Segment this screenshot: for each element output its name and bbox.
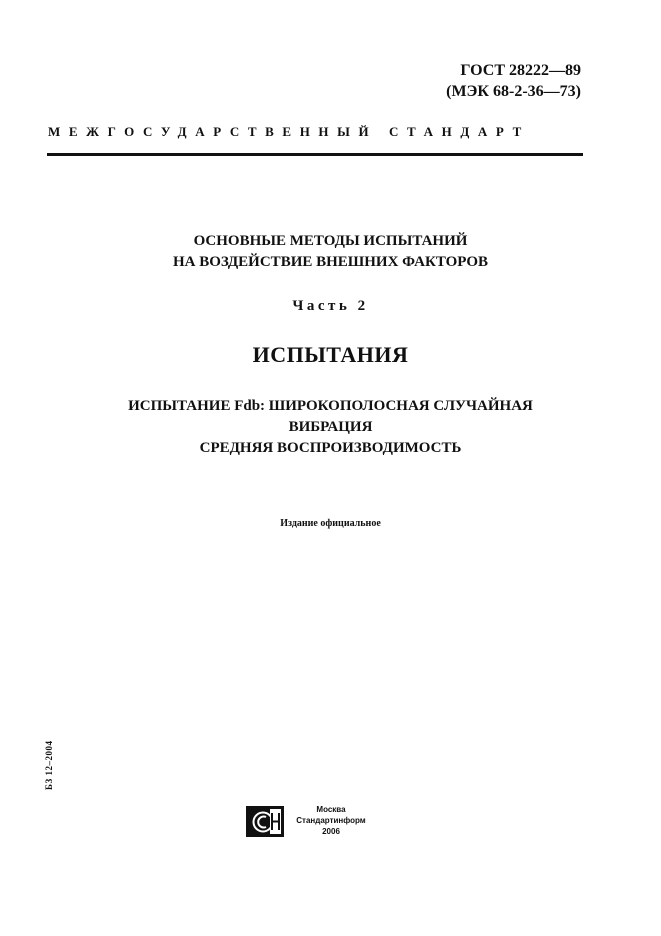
subtitle-line-3: СРЕДНЯЯ ВОСПРОИЗВОДИМОСТЬ	[199, 440, 462, 456]
subtitle-line-1: ИСПЫТАНИЕ Fdb: ШИРОКОПОЛОСНАЯ СЛУЧАЙНАЯ	[128, 398, 533, 414]
subtitle	[0, 396, 661, 459]
header-divider	[47, 153, 583, 156]
side-code: БЗ 12–2004	[44, 740, 54, 790]
standard-number: ГОСТ 28222—89	[460, 62, 581, 79]
main-title-line-2: НА ВОЗДЕЙСТВИЕ ВНЕШНИХ ФАКТОРОВ	[172, 254, 489, 270]
document-code	[446, 60, 581, 102]
publisher-city: Москва	[316, 805, 346, 814]
publisher-year: 2006	[322, 827, 340, 836]
main-title-line-1: ОСНОВНЫЕ МЕТОДЫ ИСПЫТАНИЙ	[193, 233, 468, 249]
subtitle-line-2: ВИБРАЦИЯ	[288, 419, 373, 435]
edition-note: Издание официальное	[280, 518, 381, 529]
main-title	[0, 231, 661, 273]
section-title: ИСПЫТАНИЯ	[252, 342, 409, 367]
iec-reference: (МЭК 68-2-36—73)	[446, 83, 581, 100]
publisher-name: Стандартинформ	[296, 816, 366, 825]
standartinform-logo-icon	[246, 806, 284, 837]
part-label: Часть 2	[292, 298, 369, 314]
standard-type-heading: МЕЖГОСУДАРСТВЕННЫЙ СТАНДАРТ	[48, 124, 530, 139]
publisher-block	[296, 804, 366, 837]
